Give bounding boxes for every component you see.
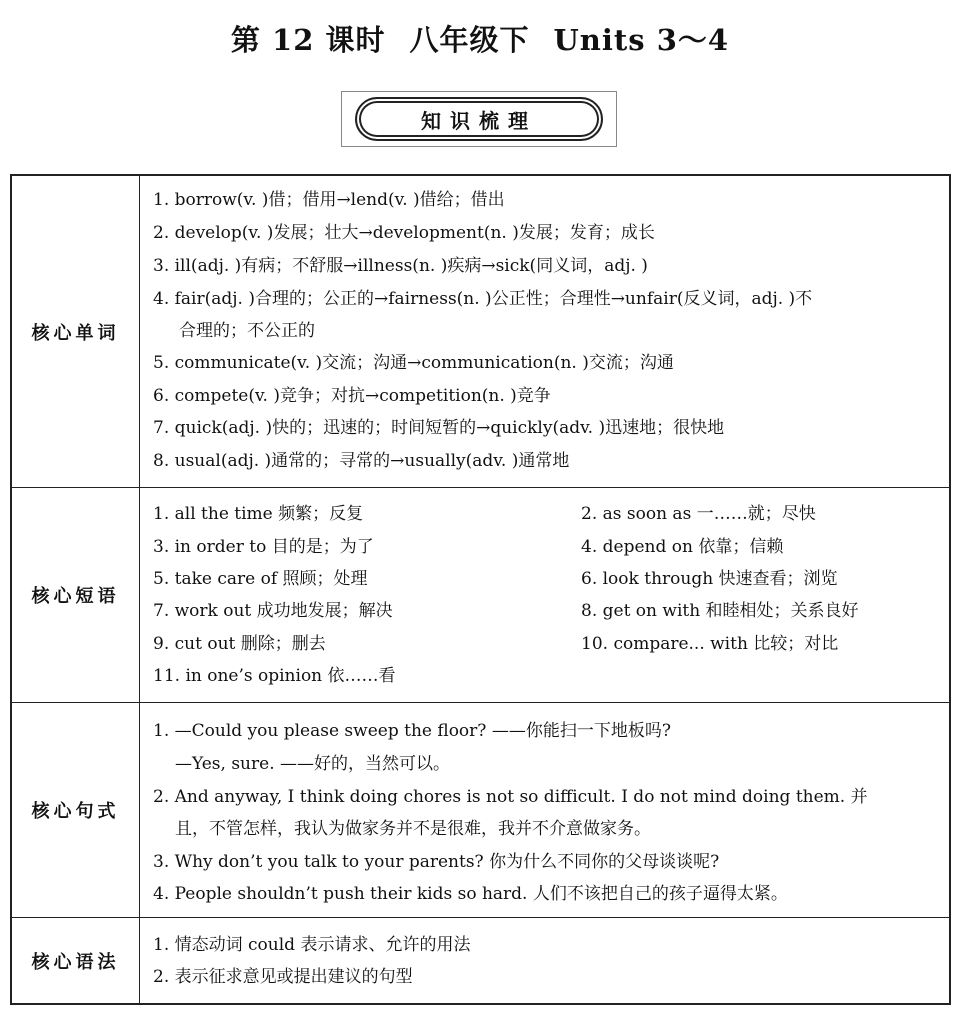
phrase-item: 10. compare... with 比较；对比 (581, 634, 839, 654)
phrases-content (153, 488, 941, 702)
grammar-row (12, 918, 949, 1003)
vocab-item: 8. usual(adj. )通常的；寻常的→usually(adv. )通常地 (153, 451, 570, 471)
sentence-item: 1. —Could you please sweep the floor? ——你能扫一下地板吗? (153, 721, 671, 741)
grammar-label: 核心语法 (12, 918, 140, 1003)
sentence-item: 3. Why don’t you talk to your parents? 你为什么不同你的父母谈谈呢? (153, 852, 720, 872)
grammar-item: 1. 情态动词 could 表示请求、允许的用法 (153, 935, 471, 955)
phrase-item: 6. look through 快速查看；浏览 (581, 569, 838, 589)
vocab-item: 2. develop(v. )发展；壮大→development(n. )发展；发育；成长 (153, 223, 655, 243)
vocab-item: 合理的；不公正的 (179, 321, 315, 341)
phrase-item: 8. get on with 和睦相处；关系良好 (581, 601, 859, 621)
lesson-number: 第 12 课时 (230, 23, 386, 57)
phrase-item: 2. as soon as 一……就；尽快 (581, 504, 816, 524)
sentence-item: 且，不管怎样，我认为做家务并不是很难，我并不介意做家务。 (175, 819, 651, 839)
vocab-item: 3. ill(adj. )有病；不舒服→illness(n. )疾病→sick(同义词，adj. ) (153, 256, 648, 276)
sentences-row (12, 703, 949, 918)
badge-label: 知识梳理 (421, 108, 537, 133)
vocab-row (12, 176, 949, 488)
phrases-row (12, 488, 949, 703)
badge-frame (355, 97, 603, 141)
vocab-label: 核心单词 (12, 176, 140, 487)
section-badge (341, 91, 617, 147)
page-title (0, 18, 960, 59)
sentence-item: —Yes, sure. ——好的，当然可以。 (175, 754, 451, 774)
phrase-item: 7. work out 成功地发展；解决 (153, 601, 393, 621)
sentences-content (153, 703, 941, 917)
phrase-item: 4. depend on 依靠；信赖 (581, 537, 784, 557)
phrase-item: 9. cut out 删除；删去 (153, 634, 326, 654)
knowledge-table (10, 174, 951, 1005)
vocab-item: 7. quick(adj. )快的；迅速的；时间短暂的→quickly(adv. )迅速地；很快地 (153, 418, 725, 438)
units-label: Units 3～4 (553, 23, 730, 57)
sentences-label: 核心句式 (12, 703, 140, 917)
grammar-content (153, 918, 941, 1003)
phrases-label: 核心短语 (12, 488, 140, 702)
phrase-item: 11. in one’s opinion 依……看 (153, 666, 396, 686)
vocab-item: 4. fair(adj. )合理的；公正的→fairness(n. )公正性；合理性→unfair(反义词，adj. )不 (153, 289, 813, 309)
vocab-item: 6. compete(v. )竞争；对抗→competition(n. )竞争 (153, 386, 551, 406)
grammar-item: 2. 表示征求意见或提出建议的句型 (153, 967, 413, 987)
sentence-item: 2. And anyway, I think doing chores is not so difficult. I do not mind doing them. 并 (153, 787, 868, 807)
sentence-item: 4. People shouldn’t push their kids so hard. 人们不该把自己的孩子逼得太紧。 (153, 884, 788, 904)
grade-label: 八年级下 (409, 23, 530, 57)
vocab-item: 1. borrow(v. )借；借用→lend(v. )借给；借出 (153, 190, 505, 210)
phrase-item: 5. take care of 照顾；处理 (153, 569, 368, 589)
phrase-item: 1. all the time 频繁；反复 (153, 504, 364, 524)
phrase-item: 3. in order to 目的是；为了 (153, 537, 374, 557)
vocab-content (153, 176, 941, 487)
vocab-item: 5. communicate(v. )交流；沟通→communication(n. )交流；沟通 (153, 353, 674, 373)
